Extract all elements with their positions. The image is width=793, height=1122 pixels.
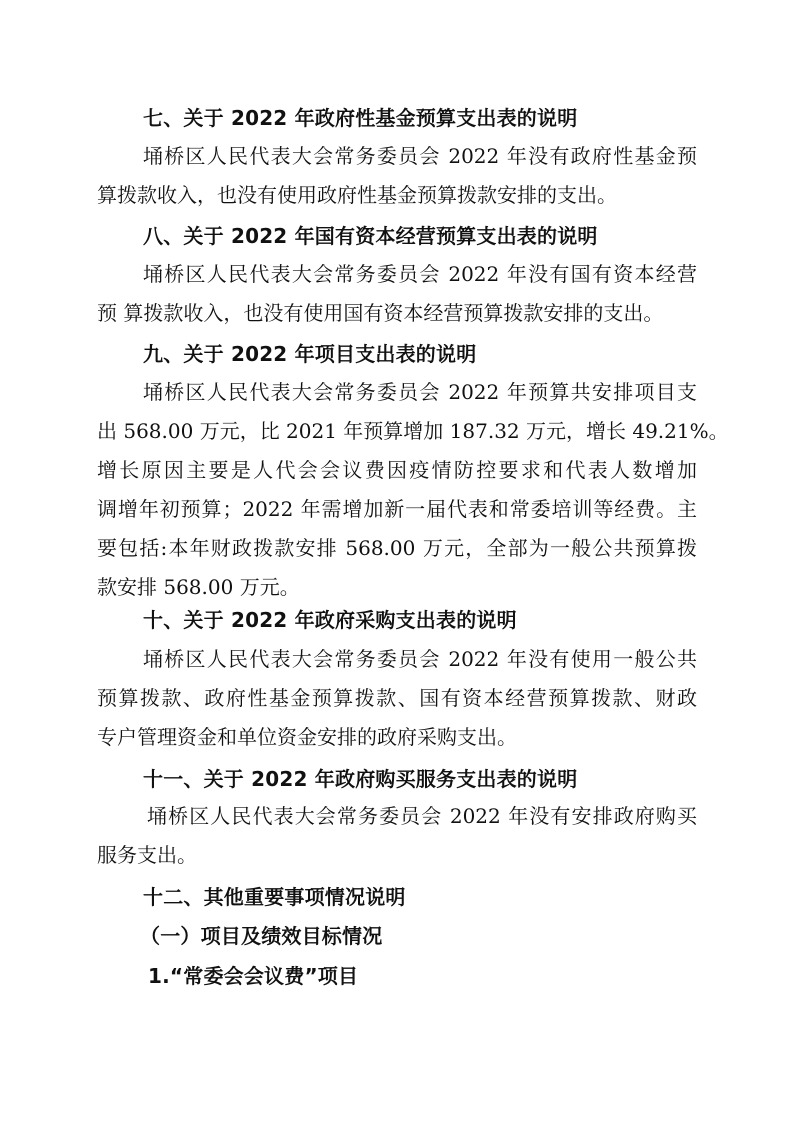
section-7-heading: 七、关于 2022 年政府性基金预算支出表的说明 bbox=[143, 106, 578, 130]
section-9-paragraph bbox=[97, 373, 729, 607]
section-11-paragraph bbox=[97, 797, 697, 875]
paragraph-line: 要包括:本年财政拨款安排 568.00 万元，全部为一般公共预算拨 bbox=[97, 536, 697, 560]
paragraph-line: 增长原因主要是人代会会议费因疫情防控要求和代表人数增加 bbox=[97, 458, 697, 482]
section-8-paragraph bbox=[97, 255, 697, 333]
paragraph-line: 埇桥区人民代表大会常务委员会 2022 年没有政府性基金预 bbox=[143, 144, 697, 168]
subheading: （一）项目及绩效目标情况 bbox=[140, 924, 383, 948]
section-10-heading: 十、关于 2022 年政府采购支出表的说明 bbox=[143, 608, 517, 632]
paragraph-line: 出 568.00 万元，比 2021 年预算增加 187.32 万元，增长 49.21%。 bbox=[97, 419, 729, 443]
item-heading: 1.“常委会会议费”项目 bbox=[148, 964, 359, 988]
paragraph-line: 埇桥区人民代表大会常务委员会 2022 年没有国有资本经营 bbox=[143, 262, 697, 286]
section-9-heading: 九、关于 2022 年项目支出表的说明 bbox=[143, 342, 477, 366]
paragraph-line: 预算拨款、政府性基金预算拨款、国有资本经营预算拨款、财政 bbox=[97, 686, 697, 710]
paragraph-line: 埇桥区人民代表大会常务委员会 2022 年预算共安排项目支 bbox=[143, 380, 697, 404]
paragraph-line: 专户管理资金和单位资金安排的政府采购支出。 bbox=[97, 725, 517, 749]
paragraph-line: 款安排 568.00 万元。 bbox=[97, 575, 300, 599]
paragraph-line: 埇桥区人民代表大会常务委员会 2022 年没有使用一般公共 bbox=[143, 647, 697, 671]
paragraph-line: 服务支出。 bbox=[97, 843, 197, 867]
paragraph-line: 算拨款收入，也没有使用政府性基金预算拨款安排的支出。 bbox=[97, 183, 617, 207]
section-8-heading: 八、关于 2022 年国有资本经营预算支出表的说明 bbox=[143, 224, 598, 248]
section-12-heading: 十二、其他重要事项情况说明 bbox=[143, 885, 406, 909]
paragraph-line: 调增年初预算；2022 年需增加新一届代表和常委培训等经费。主 bbox=[97, 497, 697, 521]
paragraph-line: 预 算拨款收入，也没有使用国有资本经营预算拨款安排的支出。 bbox=[97, 301, 664, 325]
paragraph-line: 埇桥区人民代表大会常务委员会 2022 年没有安排政府购买 bbox=[147, 804, 697, 828]
section-7-paragraph bbox=[97, 137, 697, 215]
section-11-heading: 十一、关于 2022 年政府购买服务支出表的说明 bbox=[143, 767, 578, 791]
section-10-paragraph bbox=[97, 640, 697, 757]
